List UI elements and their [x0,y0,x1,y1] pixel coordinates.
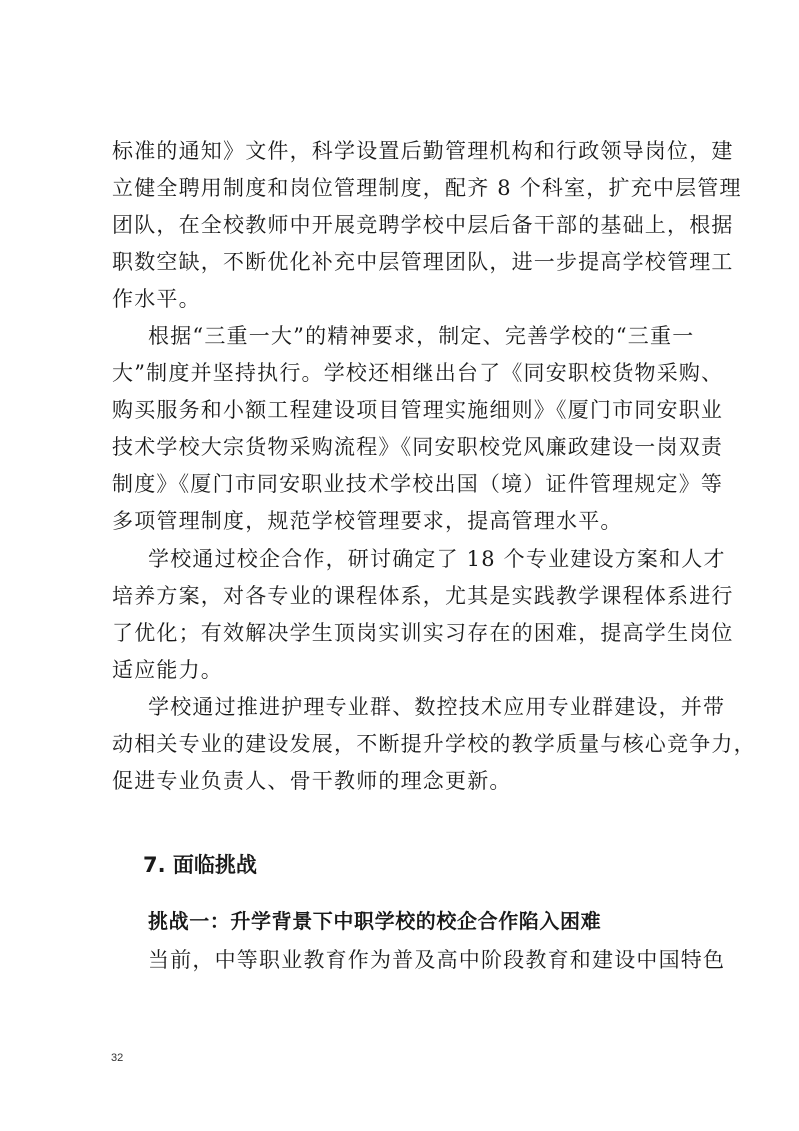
paragraph-line: 根据“三重一大”的精神要求，制定、完善学校的“三重一 [148,324,695,348]
paragraph-line: 制度》《厦门市同安职业技术学校出国（境）证件管理规定》等 [112,472,724,496]
paragraph-line: 团队，在全校教师中开展竞聘学校中层后备干部的基础上，根据 [112,213,734,237]
paragraph-line: 职数空缺，不断优化补充中层管理团队，进一步提高学校管理工 [112,250,734,274]
paragraph-line: 学校通过推进护理专业群、数控技术应用专业群建设，并带 [148,695,726,719]
paragraph-line: 适应能力。 [112,658,223,682]
paragraph-line: 立健全聘用制度和岗位管理制度，配齐 8 个科室，扩充中层管理 [112,176,742,200]
paragraph-line: 培养方案，对各专业的课程体系，尤其是实践教学课程体系进行 [112,584,734,608]
paragraph-line: 大”制度并坚持执行。学校还相继出台了《同安职校货物采购、 [112,361,724,385]
paragraph-line: 作水平。 [112,287,201,311]
paragraph-line: 标准的通知》文件，科学设置后勤管理机构和行政领导岗位，建 [112,139,734,163]
paragraph-line: 促进专业负责人、骨干教师的理念更新。 [112,769,512,793]
paragraph-line: 购买服务和小额工程建设项目管理实施细则》《厦门市同安职业 [112,398,724,422]
paragraph-line: 学校通过校企合作，研讨确定了 18 个专业建设方案和人才 [148,547,726,571]
paragraph-line: 技术学校大宗货物采购流程》《同安职校党风廉政建设一岗双责 [112,435,724,459]
section-intro-line: 当前，中等职业教育作为普及高中阶段教育和建设中国特色 [148,948,726,972]
section-heading: 7. 面临挑战 [143,853,257,877]
paragraph-line: 了优化；有效解决学生顶岗实训实习存在的困难，提高学生岗位 [112,621,734,645]
paragraph-line: 多项管理制度，规范学校管理要求，提高管理水平。 [112,509,623,533]
paragraph-line: 动相关专业的建设发展，不断提升学校的教学质量与核心竞争力， [112,732,756,756]
page-number: 32 [111,1052,124,1064]
challenge-subheading: 挑战一：升学背景下中职学校的校企合作陷入困难 [148,909,602,933]
